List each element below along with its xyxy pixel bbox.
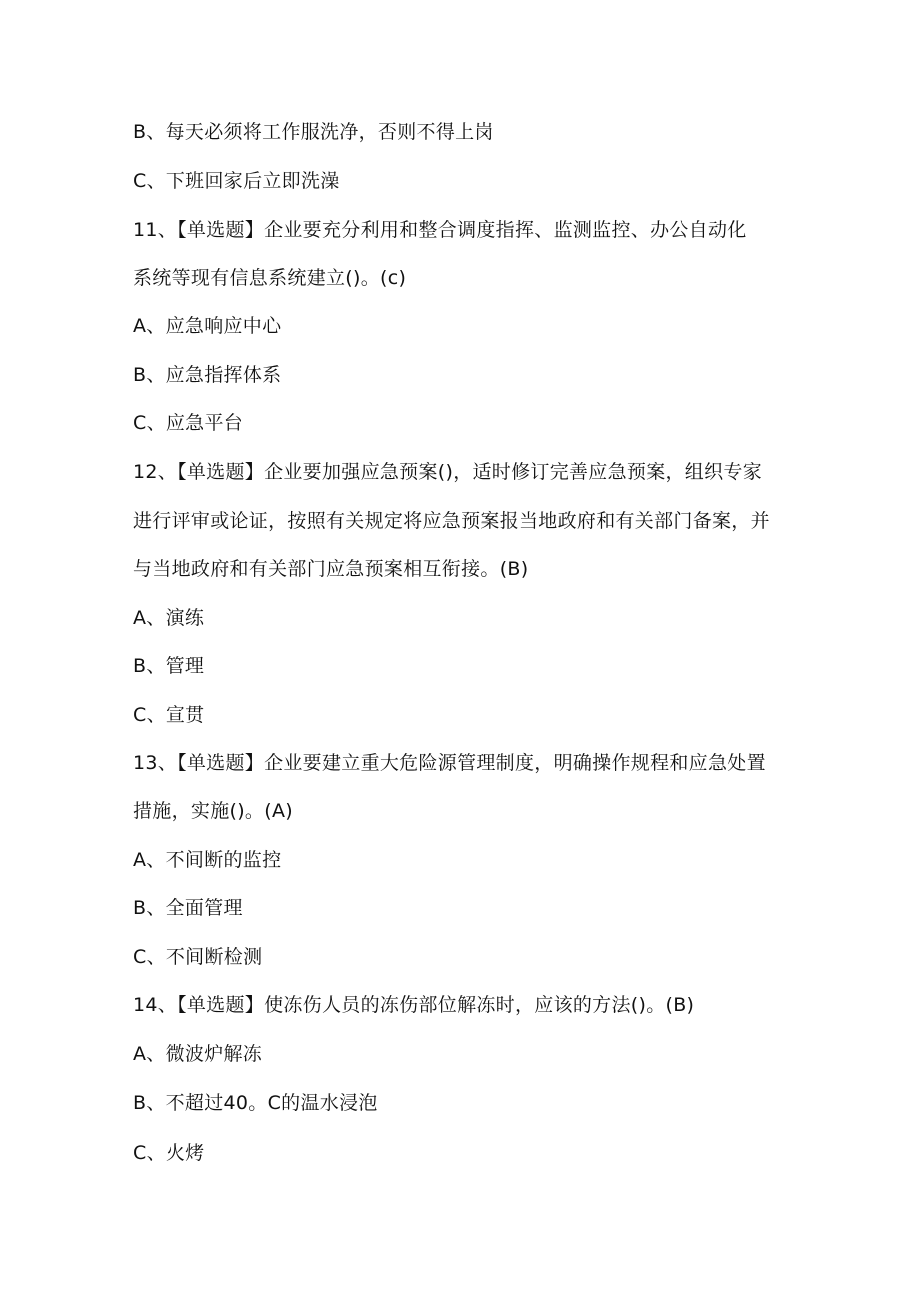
- option-10-b: B、每天必须将工作服洗净，否则不得上岗: [133, 121, 494, 143]
- option-11-c: C、应急平台: [133, 412, 244, 434]
- option-12-c: C、宣贯: [133, 704, 205, 726]
- question-11-line-1: 11、【单选题】企业要充分利用和整合调度指挥、监测监控、办公自动化: [133, 219, 747, 241]
- question-12-line-1: 12、【单选题】企业要加强应急预案()，适时修订完善应急预案，组织专家: [133, 461, 763, 483]
- option-13-c: C、不间断检测: [133, 946, 263, 968]
- question-12-line-2: 进行评审或论证，按照有关规定将应急预案报当地政府和有关部门备案，并: [133, 510, 770, 532]
- option-13-b: B、全面管理: [133, 897, 243, 919]
- option-14-a: A、微波炉解冻: [133, 1043, 263, 1065]
- option-13-a: A、不间断的监控: [133, 849, 282, 871]
- option-11-a: A、应急响应中心: [133, 315, 282, 337]
- question-14-line-1: 14、【单选题】使冻伤人员的冻伤部位解冻时，应该的方法()。(B): [133, 994, 695, 1016]
- option-10-c: C、下班回家后立即洗澡: [133, 170, 340, 192]
- option-12-b: B、管理: [133, 655, 205, 677]
- question-13-line-1: 13、【单选题】企业要建立重大危险源管理制度，明确操作规程和应急处置: [133, 752, 766, 774]
- question-13-line-2: 措施，实施()。(A): [133, 800, 293, 822]
- question-11-line-2: 系统等现有信息系统建立()。(c): [133, 267, 407, 289]
- option-14-c: C、火烤: [133, 1142, 205, 1164]
- option-14-b: B、不超过40。C的温水浸泡: [133, 1092, 378, 1114]
- question-12-line-3: 与当地政府和有关部门应急预案相互衔接。(B): [133, 558, 529, 580]
- option-11-b: B、应急指挥体系: [133, 364, 282, 386]
- option-12-a: A、演练: [133, 607, 205, 629]
